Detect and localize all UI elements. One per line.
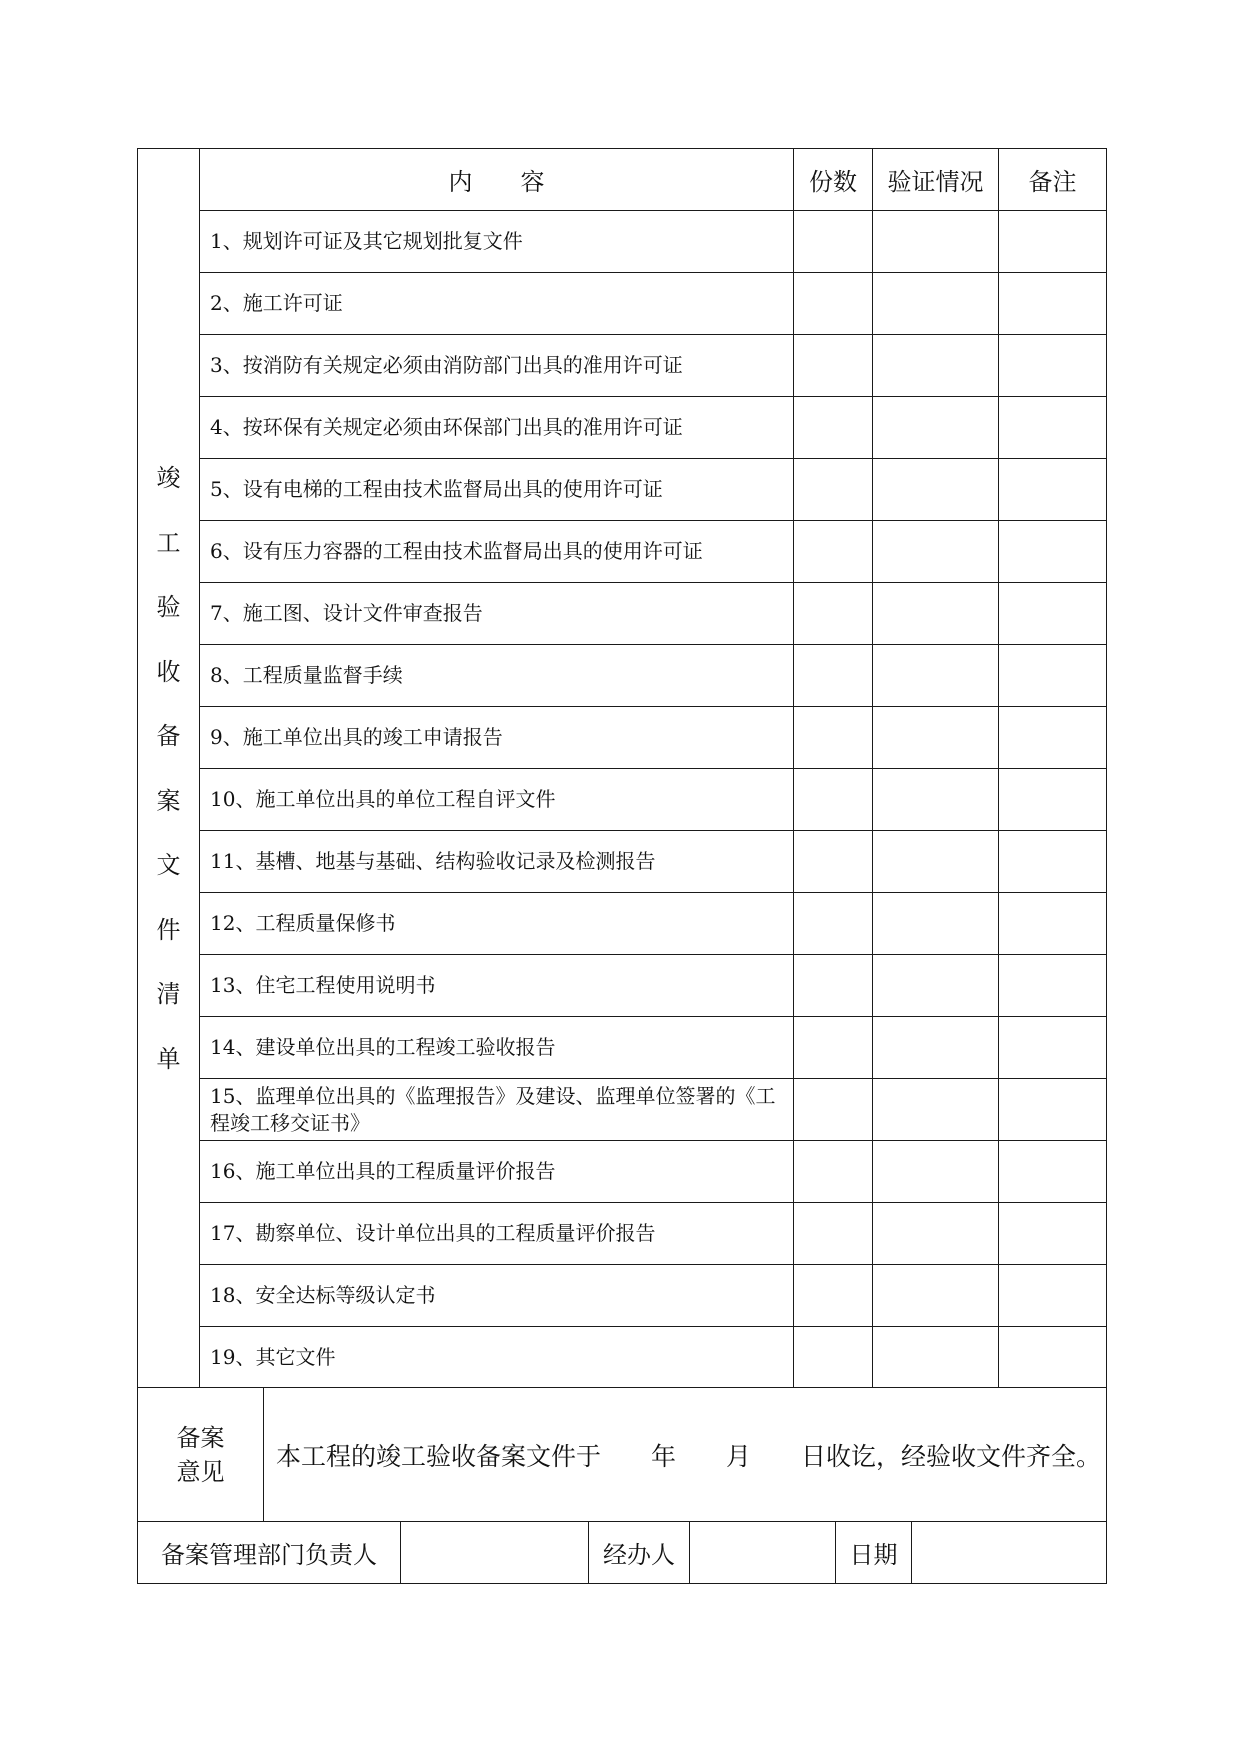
side-label-char: 竣 [156,464,181,492]
remarks-cell[interactable] [999,769,1107,831]
verification-cell[interactable] [873,459,999,521]
item-text: 3、按消防有关规定必须由消防部门出具的准用许可证 [200,335,794,397]
copies-cell[interactable] [794,645,873,707]
verification-cell[interactable] [873,1017,999,1079]
copies-cell[interactable] [794,459,873,521]
copies-cell[interactable] [794,583,873,645]
remarks-cell[interactable] [999,831,1107,893]
item-text: 6、设有压力容器的工程由技术监督局出具的使用许可证 [200,521,794,583]
verification-cell[interactable] [873,1265,999,1327]
verification-cell[interactable] [873,1141,999,1203]
item-text: 2、施工许可证 [200,273,794,335]
verification-cell[interactable] [873,1203,999,1265]
header-verification: 验证情况 [873,149,999,211]
header-content: 内 容 [200,149,794,211]
table-row [138,335,1107,397]
table-row [138,831,1107,893]
remarks-cell[interactable] [999,1327,1107,1389]
table-row [138,521,1107,583]
copies-cell[interactable] [794,769,873,831]
remarks-cell[interactable] [999,521,1107,583]
item-text: 15、监理单位出具的《监理报告》及建设、监理单位签署的《工程竣工移交证书》 [200,1079,794,1141]
item-text: 9、施工单位出具的竣工申请报告 [200,707,794,769]
item-text: 1、规划许可证及其它规划批复文件 [200,211,794,273]
remarks-cell[interactable] [999,707,1107,769]
table-row [138,1265,1107,1327]
copies-cell[interactable] [794,1327,873,1389]
table-row [138,893,1107,955]
copies-cell[interactable] [794,397,873,459]
table-row [138,769,1107,831]
verification-cell[interactable] [873,645,999,707]
table-row [138,397,1107,459]
verification-cell[interactable] [873,211,999,273]
verification-cell[interactable] [873,769,999,831]
side-label-cell [138,149,200,1389]
table-row [138,1141,1107,1203]
item-text: 17、勘察单位、设计单位出具的工程质量评价报告 [200,1203,794,1265]
remarks-cell[interactable] [999,1017,1107,1079]
opinion-text: 本工程的竣工验收备案文件于 年 月 日收讫，经验收文件齐全。 [264,1388,1107,1523]
side-label-char: 件 [156,915,181,944]
header-remarks: 备注 [999,149,1107,211]
opinion-label [138,1388,264,1523]
opinion-label-line1: 备案 [176,1424,225,1452]
table-row [138,1327,1107,1389]
verification-cell[interactable] [873,583,999,645]
verification-cell[interactable] [873,1327,999,1389]
copies-cell[interactable] [794,893,873,955]
remarks-cell[interactable] [999,1141,1107,1203]
verification-cell[interactable] [873,707,999,769]
item-text: 16、施工单位出具的工程质量评价报告 [200,1141,794,1203]
copies-cell[interactable] [794,955,873,1017]
remarks-cell[interactable] [999,1265,1107,1327]
table-header-row [138,149,1107,211]
date-label: 日期 [836,1522,912,1584]
verification-cell[interactable] [873,273,999,335]
copies-cell[interactable] [794,1141,873,1203]
verification-cell[interactable] [873,955,999,1017]
dept-head-label: 备案管理部门负责人 [138,1522,401,1584]
side-label-char: 备 [156,722,181,750]
item-text: 18、安全达标等级认定书 [200,1265,794,1327]
verification-cell[interactable] [873,335,999,397]
copies-cell[interactable] [794,1265,873,1327]
handler-label: 经办人 [589,1522,690,1584]
copies-cell[interactable] [794,831,873,893]
verification-cell[interactable] [873,1079,999,1141]
side-label-char: 工 [156,528,181,557]
copies-cell[interactable] [794,273,873,335]
table-row [138,645,1107,707]
item-text: 4、按环保有关规定必须由环保部门出具的准用许可证 [200,397,794,459]
table-row [138,1203,1107,1265]
table-row [138,459,1107,521]
item-text: 5、设有电梯的工程由技术监督局出具的使用许可证 [200,459,794,521]
signature-table [137,1521,1107,1584]
item-text: 7、施工图、设计文件审查报告 [200,583,794,645]
copies-cell[interactable] [794,211,873,273]
copies-cell[interactable] [794,707,873,769]
remarks-cell[interactable] [999,335,1107,397]
filing-document-table [137,148,1107,1389]
signature-row [138,1522,1107,1584]
remarks-cell[interactable] [999,273,1107,335]
table-row [138,1017,1107,1079]
side-label-char: 文 [156,851,181,879]
item-text: 19、其它文件 [200,1327,794,1389]
header-copies: 份数 [794,149,873,211]
item-text: 8、工程质量监督手续 [200,645,794,707]
handler-field[interactable] [690,1522,836,1584]
item-text: 10、施工单位出具的单位工程自评文件 [200,769,794,831]
table-row [138,211,1107,273]
copies-cell[interactable] [794,335,873,397]
dept-head-field[interactable] [401,1522,589,1584]
remarks-cell[interactable] [999,397,1107,459]
remarks-cell[interactable] [999,583,1107,645]
remarks-cell[interactable] [999,459,1107,521]
side-label-char: 收 [156,657,181,686]
filing-opinion-table [137,1387,1107,1523]
side-label-char: 清 [156,980,181,1008]
remarks-cell[interactable] [999,211,1107,273]
table-row [138,707,1107,769]
remarks-cell[interactable] [999,955,1107,1017]
remarks-cell[interactable] [999,1079,1107,1141]
verification-cell[interactable] [873,397,999,459]
remarks-cell[interactable] [999,1203,1107,1265]
verification-cell[interactable] [873,831,999,893]
side-label-char: 案 [156,786,181,815]
side-label-char: 验 [156,593,181,621]
copies-cell[interactable] [794,521,873,583]
side-label-char: 单 [156,1044,181,1073]
table-row [138,583,1107,645]
remarks-cell[interactable] [999,645,1107,707]
item-text: 11、基槽、地基与基础、结构验收记录及检测报告 [200,831,794,893]
verification-cell[interactable] [873,893,999,955]
item-text: 14、建设单位出具的工程竣工验收报告 [200,1017,794,1079]
table-row [138,955,1107,1017]
table-row [138,273,1107,335]
copies-cell[interactable] [794,1203,873,1265]
table-row [138,1079,1107,1141]
opinion-label-line2: 意见 [176,1458,225,1486]
copies-cell[interactable] [794,1079,873,1141]
item-text: 13、住宅工程使用说明书 [200,955,794,1017]
copies-cell[interactable] [794,1017,873,1079]
remarks-cell[interactable] [999,893,1107,955]
opinion-row [138,1388,1107,1523]
verification-cell[interactable] [873,521,999,583]
date-field[interactable] [912,1522,1107,1584]
item-text: 12、工程质量保修书 [200,893,794,955]
